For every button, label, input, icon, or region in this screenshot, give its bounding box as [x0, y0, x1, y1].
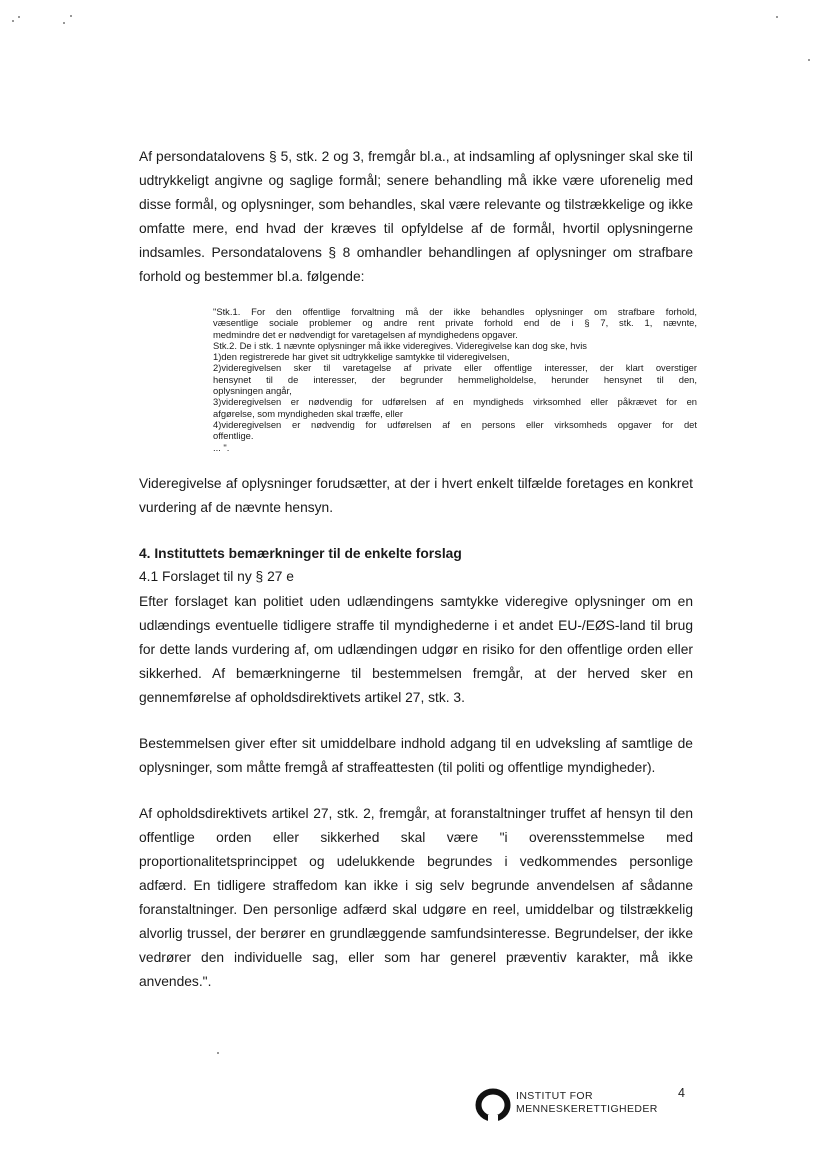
- scan-speck: [63, 22, 65, 24]
- quote-line: Stk.2. De i stk. 1 nævnte oplysninger må ikke videregives. Videregivelse kan dog ske, hvis: [213, 339, 587, 351]
- quote-line: "Stk.1. For den offentlige forvaltning må der ikke behandles oplysninger om strafbare forhold,: [213, 306, 697, 317]
- quote-line: medmindre det er nødvendigt for varetagelsen af myndighedens opgaver.: [213, 328, 518, 340]
- quote-line: 4)videregivelsen er nødvendig for udførelsen af en persons eller virksomheds opgaver for det: [213, 418, 697, 430]
- scan-speck: [70, 15, 72, 17]
- institute-name: [516, 1090, 658, 1116]
- quote-line: væsentlige sociale problemer og andre rent private forhold end de i § 7, stk. 1, nævnte,: [213, 317, 697, 329]
- quote-line: 3)videregivelsen er nødvendig for udførelsen af en myndigheds virksomhed eller påkrævet for en: [213, 396, 697, 408]
- paragraph-directive: Af opholdsdirektivets artikel 27, stk. 2, fremgår, at foranstaltninger truffet af hensyn til den offentlige orden eller sikkerhed skal være "i overensstemmelse med proportionalitetsprincippet og udelukkende begrundes i vedkommendes personlige adfærd. En tidligere straffedom kan ikke i sig selv begrunde anvendelsen af sådanne foranstaltninger. Den personlige adfærd skal udgøre en reel, umiddelbar og tilstrækkelig alvorlig trussel, der berører en grundlæggende samfundsinteresse. Begrundelser, der ikke vedrører den individuelle sag, eller som har generel præventiv karakter, må ikke anvendes.".: [139, 806, 693, 989]
- intro-paragraph: Af persondatalovens § 5, stk. 2 og 3, fremgår bl.a., at indsamling af oplysninger skal ske til udtrykkeligt angivne og saglige formål; senere behandling må ikke være uforenelig med disse formål, og oplysninger, som behandles, skal være relevante og tilstrækkelige og ikke omfatte mere, end hvad der kræves til opfyldelse af de formål, hvortil oplysningerne indsamles. Persondatalovens § 8 omhandler behandlingen af oplysninger om strafbare forhold og bestemmer bl.a. følgende:: [139, 149, 693, 284]
- scan-speck: [12, 20, 14, 22]
- quote-line: ... ".: [213, 441, 230, 453]
- institute-name-line-1: INSTITUT FOR: [516, 1090, 593, 1102]
- subsection-heading: 4.1 Forslaget til ny § 27 e: [139, 569, 294, 584]
- quote-line: hensynet til de interesser, der begrunder hemmeligholdelse, herunder hensynet til den,: [213, 373, 697, 385]
- quote-line: offentlige.: [213, 430, 254, 442]
- quote-line: oplysningen angår,: [213, 385, 292, 397]
- institute-name-line-2: MENNESKERETTIGHEDER: [516, 1103, 658, 1115]
- paragraph-proposal: Efter forslaget kan politiet uden udlændingens samtykke videregive oplysninger om en udlændings eventuelle tidligere straffe til myndighederne i et andet EU-/EØS-land til brug for dette lands vurdering af, om udlændingen udgør en risiko for den offentlige orden eller sikkerhed. Af bemærkningerne til bestemmelsen fremgår, at der herved sker en gennemførelse af opholdsdirektivets artikel 27, stk. 3.: [139, 594, 693, 705]
- after-quote-paragraph: Videregivelse af oplysninger forudsætter, at der i hvert enkelt tilfælde foretages en konkret vurdering af de nævnte hensyn.: [139, 476, 693, 515]
- law-quote-block: [213, 306, 697, 453]
- institute-logo-icon: [474, 1087, 512, 1123]
- quote-line: 2)videregivelsen sker til varetagelse af private eller offentlige interesser, der klart overstiger: [213, 362, 697, 374]
- section-heading: 4. Instituttets bemærkninger til de enkelte forslag: [139, 546, 462, 561]
- scan-speck: [18, 16, 20, 18]
- quote-line: 1)den registrerede har givet sit udtrykkelige samtykke til videregivelsen,: [213, 351, 510, 363]
- page-number: 4: [678, 1086, 685, 1100]
- scan-speck: [776, 16, 778, 18]
- scan-speck: [217, 1052, 219, 1054]
- scan-speck: [808, 59, 810, 61]
- paragraph-provision: Bestemmelsen giver efter sit umiddelbare indhold adgang til en udveksling af samtlige de oplysninger, som måtte fremgå af straffeattesten (til politi og offentlige myndigheder).: [139, 736, 693, 775]
- quote-line: afgørelse, som myndigheden skal træffe, eller: [213, 407, 404, 419]
